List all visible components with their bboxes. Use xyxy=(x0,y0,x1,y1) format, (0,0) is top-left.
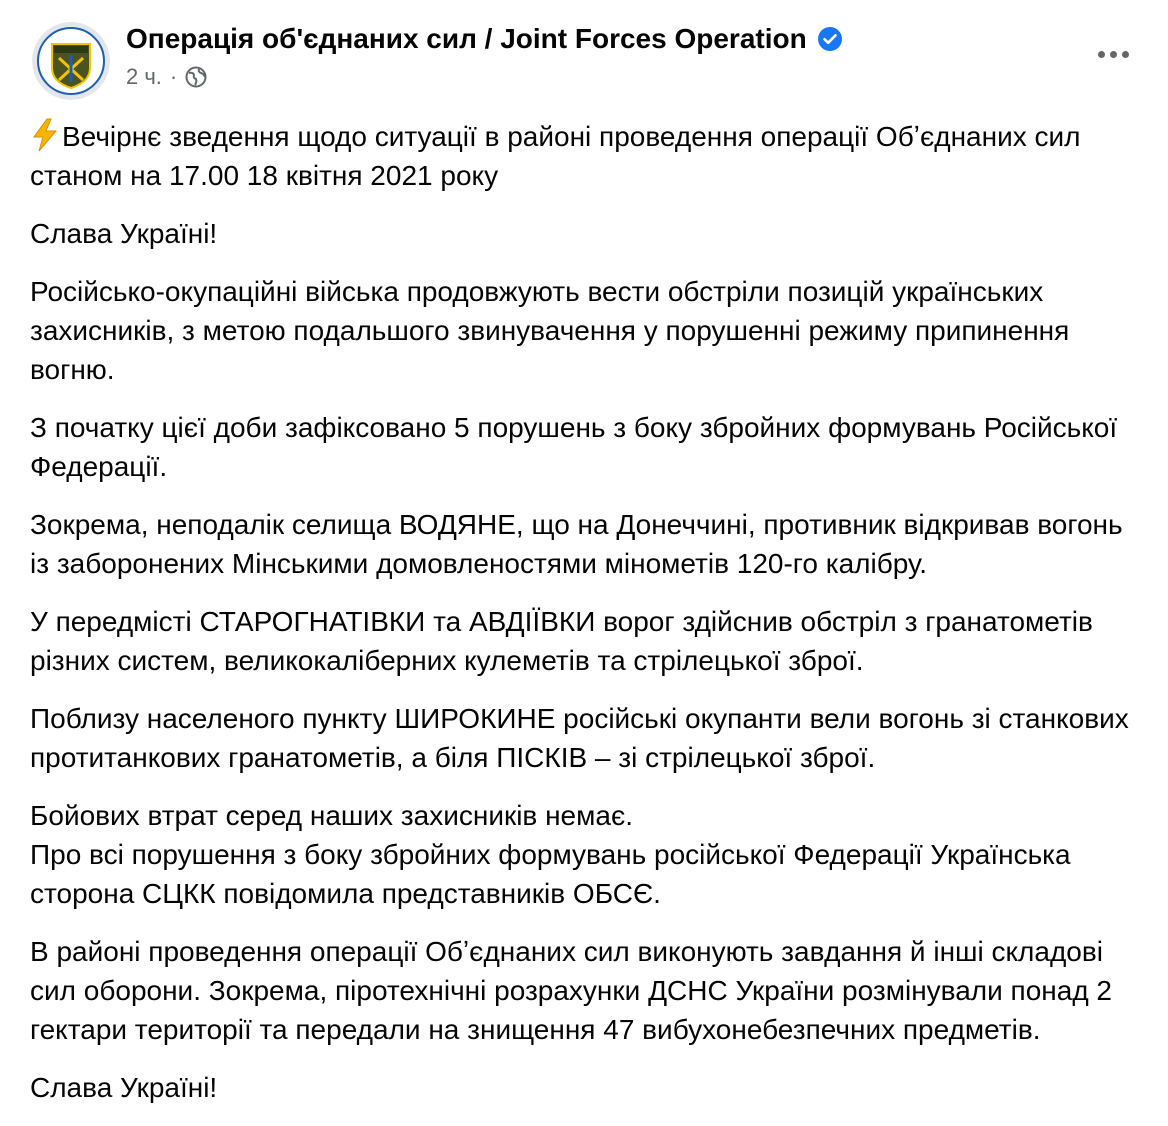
page-name[interactable]: Операція об'єднаних сил / Joint Forces Operation xyxy=(126,23,807,54)
post-timestamp[interactable]: 2 ч. xyxy=(126,64,162,89)
post-paragraph: Слава Україні! xyxy=(30,1072,218,1103)
post-paragraph-title xyxy=(30,117,1148,195)
meta-separator: · xyxy=(169,64,178,89)
post-title-text: Вечірнє зведення щодо ситуації в районі проведення операції Обʼєднаних сил станом на 17.00 18 квітня 2021 року xyxy=(30,121,1081,191)
post-paragraph: З початку цієї доби зафіксовано 5 порушень з боку збройних формувань Російської Федерації. xyxy=(30,412,1118,482)
page-name-link[interactable] xyxy=(126,22,843,56)
more-options-button[interactable] xyxy=(1088,34,1138,74)
post-paragraph: В районі проведення операції Обʼєднаних сил виконують завдання й інші складові сил оборони. Зокрема, піротехнічні розрахунки ДСНС України розмінували понад 2 гектари території та передали на знищення 47 вибухонебезпечних предметів. xyxy=(30,936,1113,1045)
post-content xyxy=(30,117,1148,1126)
lightning-icon xyxy=(30,118,60,152)
post-meta xyxy=(126,62,207,92)
more-dot xyxy=(1110,51,1117,58)
post-paragraph: Російсько-окупаційні війська продовжують вести обстріли позицій українських захисників, з метою подальшого звинувачення у порушенні режиму припинення вогню. xyxy=(30,276,1070,385)
more-dot xyxy=(1122,51,1129,58)
post-paragraph: Бойових втрат серед наших захисників немає. Про всі порушення з боку збройних формувань російської Федерації Українська сторона СЦКК повідомила представників ОБСЄ. xyxy=(30,800,1071,909)
more-dot xyxy=(1098,51,1105,58)
post-paragraph: У передмісті СТАРОГНАТІВКИ та АВДІЇВКИ ворог здійснив обстріл з гранатометів різних систем, великокаліберних кулеметів та стрілецької зброї. xyxy=(30,606,1093,676)
post-paragraph: Зокрема, неподалік селища ВОДЯНЕ, що на Донеччині, противник відкривав вогонь із заборонених Мінськими домовленостями мінометів 120-го калібру. xyxy=(30,509,1123,579)
joint-forces-emblem-icon xyxy=(32,22,110,100)
post-paragraph: Слава Україні! xyxy=(30,218,218,249)
globe-icon[interactable] xyxy=(185,66,207,88)
verified-badge-icon xyxy=(817,26,843,52)
post-paragraph: Поблизу населеного пункту ШИРОКИНЕ російські окупанти вели вогонь зі станкових протитанкових гранатометів, а біля ПІСКІВ – зі стрілецької зброї. xyxy=(30,703,1129,773)
page-avatar[interactable] xyxy=(32,22,110,100)
